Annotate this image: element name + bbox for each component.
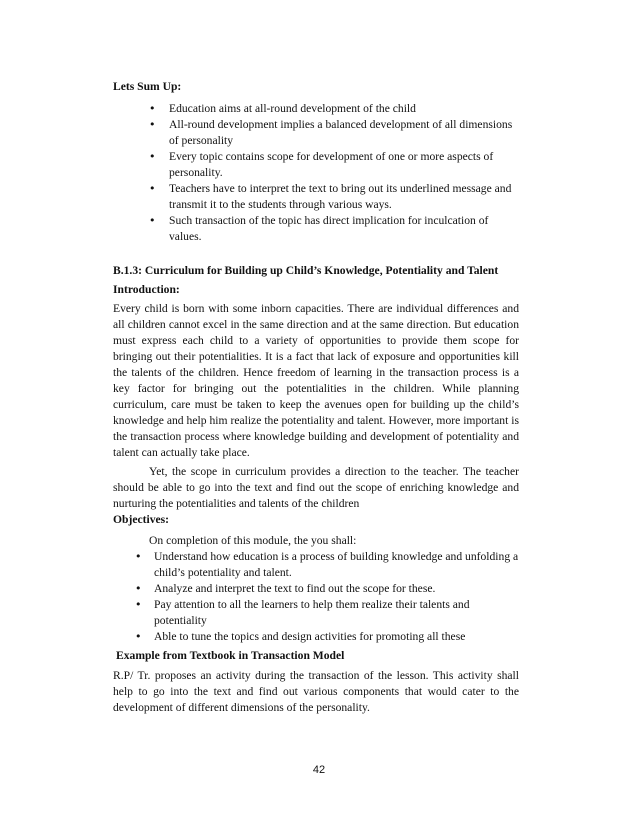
list-item: • All-round development implies a balanced development of all dimensions of personality	[113, 117, 519, 149]
scope-paragraph: Yet, the scope in curriculum provides a direction to the teacher. The teacher should be able to go into the text and find out the scope of enriching knowledge and nurturing the potentialities and talents of the children	[113, 465, 519, 510]
example-paragraph: R.P/ Tr. proposes an activity during the transaction of the lesson. This activity shall help to go into the text and find out various components that would cater to the development of different dimensions of the personality.	[113, 669, 519, 714]
objectives-heading: Objectives:	[113, 513, 170, 526]
list-item: • Every topic contains scope for development of one or more aspects of personality.	[113, 149, 519, 181]
section-title: B.1.3: Curriculum for Building up Child’s Knowledge, Potentiality and Talent	[113, 264, 499, 277]
list-item: • Pay attention to all the learners to help them realize their talents and potentiality	[113, 597, 519, 629]
sum-up-list	[113, 101, 519, 245]
objectives-list	[113, 549, 519, 645]
list-item: • Such transaction of the topic has direct implication for inculcation of values.	[113, 213, 519, 245]
list-item: • Analyze and interpret the text to find out the scope for these.	[113, 581, 519, 597]
sum-up-section	[113, 79, 519, 245]
list-item: • Able to tune the topics and design activities for promoting all these	[113, 629, 519, 645]
list-item: • Education aims at all-round development of the child	[113, 101, 519, 117]
curriculum-section	[113, 263, 519, 716]
example-heading: Example from Textbook in Transaction Model	[116, 649, 345, 662]
list-item: • Teachers have to interpret the text to bring out its underlined message and transmit it to the students through various ways.	[113, 181, 519, 213]
list-item: • Understand how education is a process of building knowledge and unfolding a child’s potentiality and talent.	[113, 549, 519, 581]
sum-up-heading: Lets Sum Up:	[113, 80, 182, 93]
objectives-lead: On completion of this module, the you shall:	[149, 534, 357, 547]
introduction-heading: Introduction:	[113, 283, 180, 296]
page-number: 42	[312, 764, 326, 776]
introduction-paragraph: Every child is born with some inborn capacities. There are individual differences and all children cannot excel in the same direction and at the same direction. But education must express each child to a variety of opportunities to provide them scope for bringing out their potentialities. It is a fact that lack of exposure and opportunities kill the talents of the children. Hence freedom of learning in the transaction process is a key factor for bringing out the potentialities in the children. While planning curriculum, care must be taken to keep the avenues open for building up the child’s knowledge and help him realize the potentiality and talent. However, more important is the transaction process where knowledge building and development of potentiality and talent can actually take place.	[113, 302, 519, 459]
